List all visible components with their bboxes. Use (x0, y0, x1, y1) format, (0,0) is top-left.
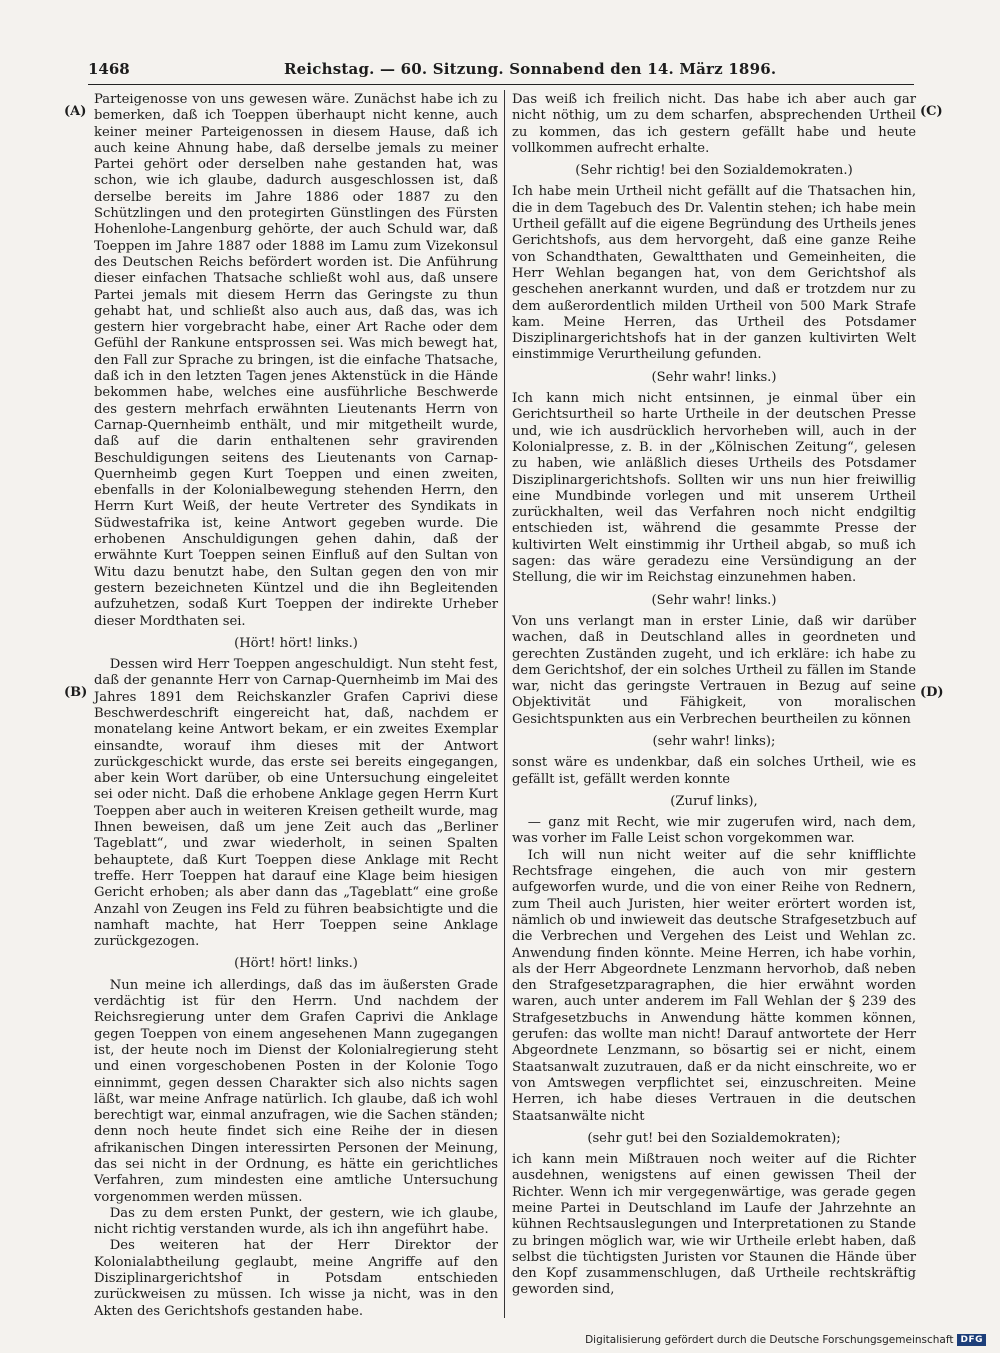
interjection: (Sehr wahr! links.) (651, 369, 777, 385)
paragraph: sonst wäre es undenkbar, daß ein solches Urtheil, wie es gefällt ist, gefällt werden konnte (512, 755, 916, 787)
left-column (94, 92, 498, 1320)
paragraph: Das weiß ich freilich nicht. Das habe ich aber auch gar nicht nöthig, um zu dem scharfen, absprechenden Urtheil zu kommen, das ich gestern gefällt habe und heute vollkommen aufrecht erhalte. (512, 92, 916, 156)
right-column (512, 92, 916, 1299)
dfg-logo: DFG (957, 1334, 986, 1346)
interjection: (Sehr richtig! bei den Sozialdemokraten.) (575, 163, 853, 179)
margin-marker-b: (B) (64, 685, 88, 700)
paragraph: Von uns verlangt man in erster Linie, daß wir darüber wachen, daß in Deutschland alles in geordneten und gerechten Zuständen zugeht, und ich erkläre: ich habe zu dem Gerichtshof, der ein solches Urtheil zu fällen im Stande war, nicht das geringste Vertrauen in Bezug auf seine Objektivität und Fähigkeit, von moralischen Gesichtspunkten aus ein Verbrechen beurtheilen zu können (512, 613, 916, 727)
interjection: (Hört! hört! links.) (234, 956, 358, 972)
interjection: (Zuruf links), (670, 793, 758, 809)
margin-marker-c: (C) (920, 104, 943, 119)
page-header (88, 60, 914, 85)
interjection: (Sehr wahr! links.) (651, 592, 777, 608)
paragraph: Des weiteren hat der Herr Direktor der Kolonialabtheilung geglaubt, meine Angriffe auf den Disziplinargerichtshof in Potsdam entschieden zurückweisen zu müssen. Ich wisse ja nicht, was in den Akten des Gerichtshofs gestanden habe. (94, 1238, 498, 1319)
margin-marker-d: (D) (920, 685, 944, 700)
page-number: 1468 (88, 60, 130, 78)
paragraph: Dessen wird Herr Toeppen angeschuldigt. Nun steht fest, daß der genannte Herr von Carnap-Quernheimb im Mai des Jahres 1891 dem Reichskanzler Grafen Caprivi diese Beschwerdeschrift eingereicht hat, daß, nachdem er monatelang keine Antwort bekam, er ein zweites Exemplar einsandte, worauf ihm dieses mit der Antwort zurückgeschickt wurde, das erste sei bereits eingegangen, aber kein Wort darüber, ob eine Untersuchung eingeleitet sei oder nicht. Daß die erhobene Anklage gegen Herrn Kurt Toeppen aber auch in weiteren Kreisen getheilt wurde, mag Ihnen beweisen, daß um jene Zeit auch das „Berliner Tageblatt“, und zwar wiederholt, in seinen Spalten behauptete, daß Kurt Toeppen diese Anklage mit Recht treffe. Herr Toeppen hat darauf eine Klage beim hiesigen Gericht erhoben; als aber dann das „Tageblatt“ eine große Anzahl von Zeugen ins Feld zu führen beabsichtigte und die namhaft machte, hat Herr Toeppen seine Anklage zurückgezogen. (94, 657, 498, 950)
paragraph: Ich habe mein Urtheil nicht gefällt auf die Thatsachen hin, die in dem Tagebuch des Dr. Valentin stehen; ich habe mein Urtheil gefällt auf die eigene Begründung des Urtheils jenes Gerichtshofs, aus dem hervorgeht, daß eine ganze Reihe von Schandthaten, Gewaltthaten und Gemeinheiten, die Herr Wehlan begangen hat, von dem Gerichtshof als geschehen anerkannt wurden, und daß er trotzdem nur zu dem außerordentlich milden Urtheil von 500 Mark Strafe kam. Meine Herren, das Urtheil des Potsdamer Disziplinargerichtshofs hat in der ganzen kultivirten Welt einstimmige Verurtheilung gefunden. (512, 184, 916, 363)
paragraph: Parteigenosse von uns gewesen wäre. Zunächst habe ich zu bemerken, daß ich Toeppen überhaupt nicht kenne, auch keiner meiner Parteigenossen in diesem Hause, daß ich auch keine Ahnung habe, daß derselbe jemals zu meiner Partei gehört oder derselben nahe gestanden hat, was schon, wie ich glaube, dadurch ausgeschlossen ist, daß derselbe bereits im Jahre 1886 oder 1887 zu den Schützlingen und den protegirten Günstlingen des Fürsten Hohenlohe-Langenburg gehörte, der auch Schuld war, daß Toeppen im Jahre 1887 oder 1888 im Lamu zum Vizekonsul des Deutschen Reichs befördert worden ist. Die Anführung dieser einfachen Thatsache schließt wohl aus, daß unsere Partei jemals mit diesem Herrn das Geringste zu thun gehabt hat, und schließt also auch aus, daß das, was ich gestern hier vorgebracht habe, einer Art Rache oder dem Gefühl der Rankune entsprossen sei. Was mich bewegt hat, den Fall zur Sprache zu bringen, ist die einfache Thatsache, daß ich in den letzten Tagen jenes Aktenstück in die Hände bekommen habe, welches eine ausführliche Beschwerde des gestern mehrfach erwähnten Lieutenants Herrn von Carnap-Quernheimb enthält, und mir mitgetheilt wurde, daß auf die darin enthaltenen sehr gravirenden Beschuldigungen seitens des Lieutenants von Carnap-Quernheimb gegen Kurt Toeppen und einen zweiten, ebenfalls in der Kolonialbewegung stehenden Herrn, den Herrn Kurt Weiß, der heute Vertreter des Syndikats in Südwestafrika ist, keine Antwort gegeben wurde. Die erhobenen Anschuldigungen gehen dahin, daß der erwähnte Kurt Toeppen seinen Einfluß auf den Sultan von Witu dazu benutzt habe, den Sultan gegen den von mir gestern bezeichneten Küntzel und die ihn Begleitenden aufzuhetzen, sodaß Kurt Toeppen der indirekte Urheber dieser Mordthaten sei. (94, 92, 498, 629)
paragraph: Ich kann mich nicht entsinnen, je einmal über ein Gerichtsurtheil so harte Urtheile in der deutschen Presse und, wie ich ausdrücklich hervorheben will, auch in der Kolonialpresse, z. B. in der „Kölnischen Zeitung“, gelesen zu haben, wie anläßlich dieses Urtheils des Potsdamer Disziplinargerichtshofs. Sollten wir uns nun hier freiwillig eine Mundbinde vorlegen und mit unserem Urtheil zurückhalten, weil das Verfahren noch nicht endgiltig entschieden ist, während die gesammte Presse der kultivirten Welt einstimmig ihr Urtheil abgab, so muß ich sagen: das wäre geradezu eine Versündigung an der Stellung, die wir im Reichstag einzunehmen haben. (512, 391, 916, 586)
column-divider (504, 90, 505, 1318)
interjection: (Hört! hört! links.) (234, 635, 358, 651)
paragraph: Nun meine ich allerdings, daß das im äußersten Grade verdächtig ist für den Herrn. Und nachdem der Reichsregierung unter dem Grafen Caprivi die Anklage gegen Toeppen von einem angesehenen Mann zugegangen ist, der heute noch im Dienst der Kolonialregierung steht und einen vorgeschobenen Posten in der Kolonie Togo einnimmt, gegen dessen Charakter sich also nichts sagen läßt, war meine Anfrage natürlich. Ich glaube, daß ich wohl berechtigt war, einmal anzufragen, wie die Sachen ständen; denn noch heute findet sich eine Reihe der in diesen afrikanischen Dingen interessirten Personen der Meinung, das sei nicht in der Ordnung, es hätte ein gerichtliches Verfahren, zum mindesten eine amtliche Untersuchung vorgenommen werden müssen. (94, 977, 498, 1205)
footer-credit (585, 1331, 986, 1349)
interjection: (sehr wahr! links); (652, 733, 776, 749)
paragraph: Ich will nun nicht weiter auf die sehr knifflichte Rechtsfrage eingehen, die auch von mir gestern aufgeworfen wurde, und die von einer Reihe von Rednern, zum Theil auch Juristen, hier weiter erörtert worden ist, nämlich ob und inwieweit das deutsche Strafgesetzbuch auf die Verbrechen und Vergehen des Leist und Wehlan zc. Anwendung finden könnte. Meine Herren, ich habe vorhin, als der Herr Abgeordnete Lenzmann hervorhob, daß neben den Strafgesetzparagraphen, die hier erwähnt worden waren, auch unter anderem im Fall Wehlan der § 239 des Strafgesetzbuchs in Anwendung hätte kommen können, gerufen: das wollte man nicht! Darauf antwortete der Herr Abgeordnete Lenzmann, so bösartig sei er nicht, einem Staatsanwalt zuzutrauen, daß er da nicht einschreite, wo er von Amtswegen verpflichtet sei, einzuschreiten. Meine Herren, ich habe dieses Vertrauen in die deutschen Staatsanwälte nicht (512, 847, 916, 1124)
paragraph: — ganz mit Recht, wie mir zugerufen wird, nach dem, was vorher im Falle Leist schon vorgekommen war. (512, 815, 916, 847)
footer-text: Digitalisierung gefördert durch die Deutsche Forschungsgemeinschaft (585, 1334, 954, 1346)
paragraph: Das zu dem ersten Punkt, der gestern, wie ich glaube, nicht richtig verstanden wurde, als ich ihn angeführt habe. (94, 1205, 498, 1238)
margin-marker-a: (A) (64, 104, 87, 119)
session-title: Reichstag. — 60. Sitzung. Sonnabend den 14. März 1896. (284, 60, 777, 78)
interjection: (sehr gut! bei den Sozialdemokraten); (587, 1130, 841, 1146)
paragraph: ich kann mein Mißtrauen noch weiter auf die Richter ausdehnen, wenigstens auf einen gewissen Theil der Richter. Wenn ich mir vergegenwärtige, was gerade gegen meine Partei in Deutschland im Laufe der Jahrzehnte an kühnen Rechtsauslegungen und Interpretationen zu Stande zu bringen möglich war, wie wir Urtheile erlebt haben, daß selbst die tüchtigsten Juristen vor Staunen die Hände über den Kopf zusammenschlugen, daß Urtheile rechtskräftig geworden sind, (512, 1152, 916, 1298)
